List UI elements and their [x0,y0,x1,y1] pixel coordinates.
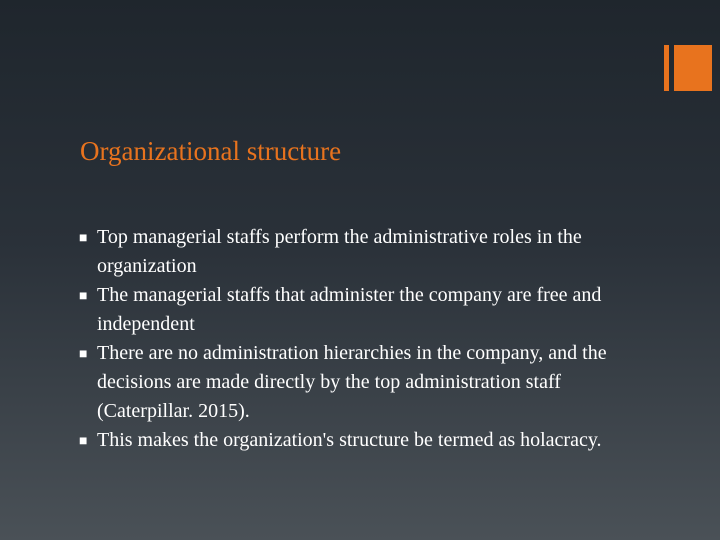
bullet-text: Top managerial staffs perform the administrative roles in the organization [97,226,582,277]
square-bullet-icon: ■ [79,289,88,304]
bullet-text: There are no administration hierarchies in the company, and the decisions are made directly by the top administration staff (Caterpillar. 2015). [97,342,607,422]
bullet-text: This makes the organization's structure be termed as holacracy. [97,429,602,451]
square-bullet-icon: ■ [79,434,88,449]
bullet-list [79,223,644,455]
slide-title: Organizational structure [80,136,342,166]
bullet-item [79,426,644,455]
accent-bar-thick [674,45,712,91]
square-bullet-icon: ■ [79,231,88,246]
bullet-text: The managerial staffs that administer the company are free and independent [97,284,602,335]
accent-bar-thin [664,45,669,91]
bullet-item [79,223,644,281]
bullet-item [79,339,644,426]
bullet-item [79,281,644,339]
square-bullet-icon: ■ [79,347,88,362]
